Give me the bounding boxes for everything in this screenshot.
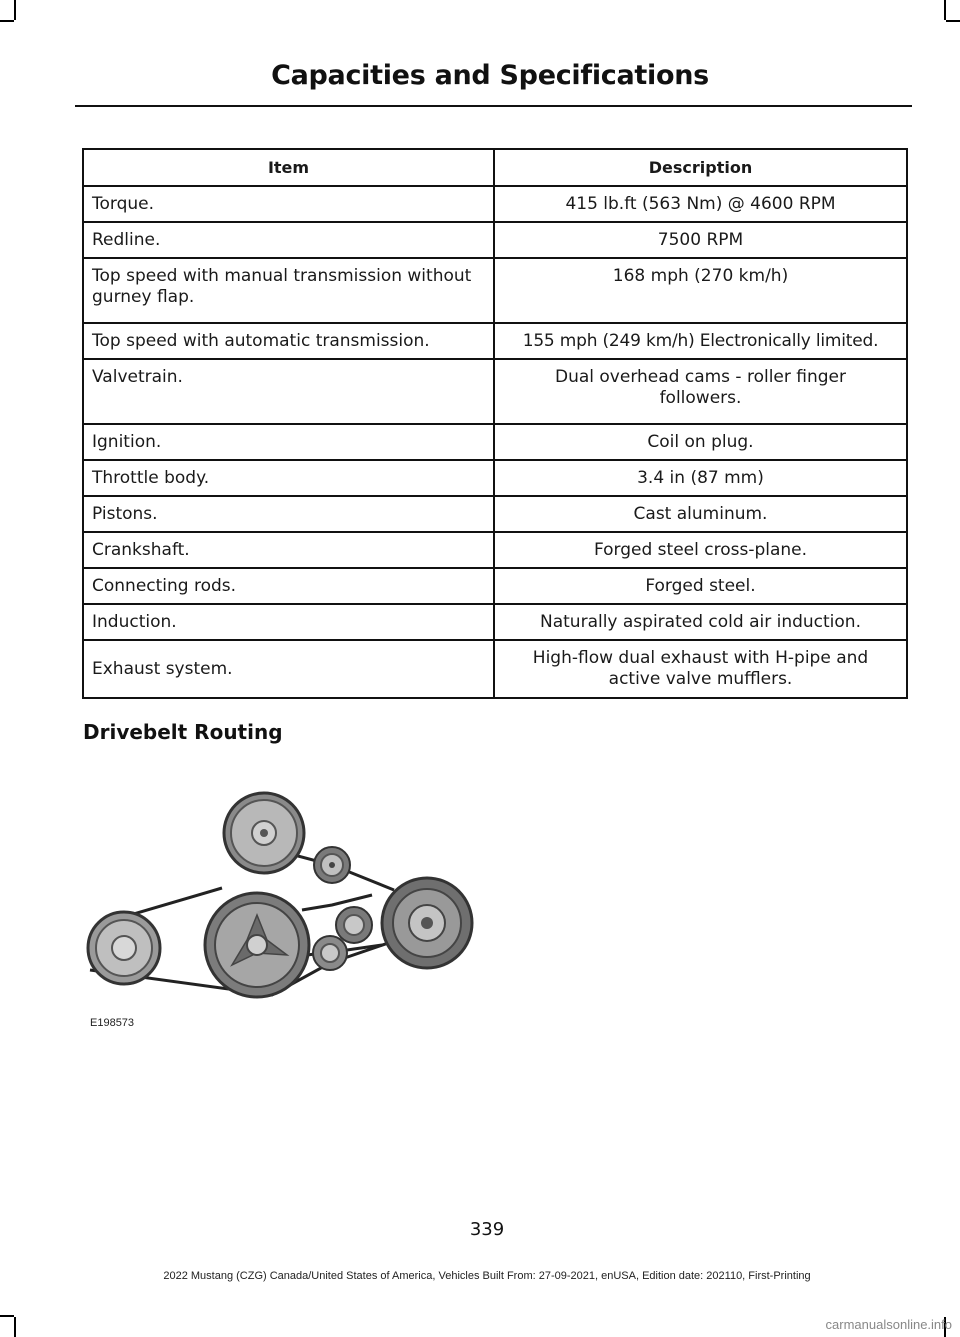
crop-mark [0,20,14,22]
description-cell: 415 lb.ft (563 Nm) @ 4600 RPM [494,186,907,222]
description-cell: 3.4 in (87 mm) [494,460,907,496]
table-row [83,258,907,323]
description-cell: 155 mph (249 km/h) Electronically limited. [494,323,907,359]
table-row [83,604,907,640]
crop-mark [0,1315,14,1317]
figure-code: E198573 [90,1017,135,1029]
table-row [83,222,907,258]
crop-mark [14,0,16,20]
table-row [83,323,907,359]
description-cell: High-flow dual exhaust with H-pipe and active valve mufflers. [494,640,907,698]
idler-pulley-top [224,793,304,873]
idler-pulley-middle [336,907,372,943]
drivebelt-routing-diagram [82,785,482,1035]
title-divider [75,105,912,107]
specifications-table [82,148,908,699]
item-cell: Crankshaft. [83,532,494,568]
tensioner-pulley [314,847,350,883]
description-cell: Dual overhead cams - roller finger followers. [494,359,907,424]
description-cell: Forged steel. [494,568,907,604]
crop-mark [944,0,946,20]
table-row [83,186,907,222]
column-header-item: Item [83,149,494,186]
item-cell: Ignition. [83,424,494,460]
table-row [83,532,907,568]
crankshaft-pulley [205,893,309,997]
item-cell: Induction. [83,604,494,640]
item-cell: Top speed with automatic transmission. [83,323,494,359]
description-cell: 168 mph (270 km/h) [494,258,907,323]
crop-mark [946,20,960,22]
item-cell: Connecting rods. [83,568,494,604]
crop-mark [14,1317,16,1337]
table-row [83,640,907,698]
item-cell: Redline. [83,222,494,258]
item-cell: Exhaust system. [83,640,494,698]
idler-pulley-lower [313,936,347,970]
table-row [83,359,907,424]
column-header-description: Description [494,149,907,186]
description-cell: Cast aluminum. [494,496,907,532]
footer-text: 2022 Mustang (CZG) Canada/United States of America, Vehicles Built From: 27-09-2021, enUSA, Edition date: 202110, First-Printing [163,1270,811,1282]
description-cell: Naturally aspirated cold air induction. [494,604,907,640]
table-row [83,424,907,460]
description-cell: 7500 RPM [494,222,907,258]
table-row [83,496,907,532]
table-row [83,568,907,604]
item-cell: Top speed with manual transmission without gurney flap. [83,258,494,323]
section-heading: Drivebelt Routing [83,720,283,744]
ac-compressor-pulley [88,912,160,984]
description-cell: Forged steel cross-plane. [494,532,907,568]
item-cell: Throttle body. [83,460,494,496]
watermark: carmanualsonline.info [825,1317,952,1332]
alternator [382,878,472,968]
description-cell: Coil on plug. [494,424,907,460]
table-header-row [83,149,907,186]
item-cell: Pistons. [83,496,494,532]
page-number: 339 [469,1219,505,1240]
page-title: Capacities and Specifications [271,60,709,91]
item-cell: Torque. [83,186,494,222]
table-row [83,460,907,496]
item-cell: Valvetrain. [83,359,494,424]
